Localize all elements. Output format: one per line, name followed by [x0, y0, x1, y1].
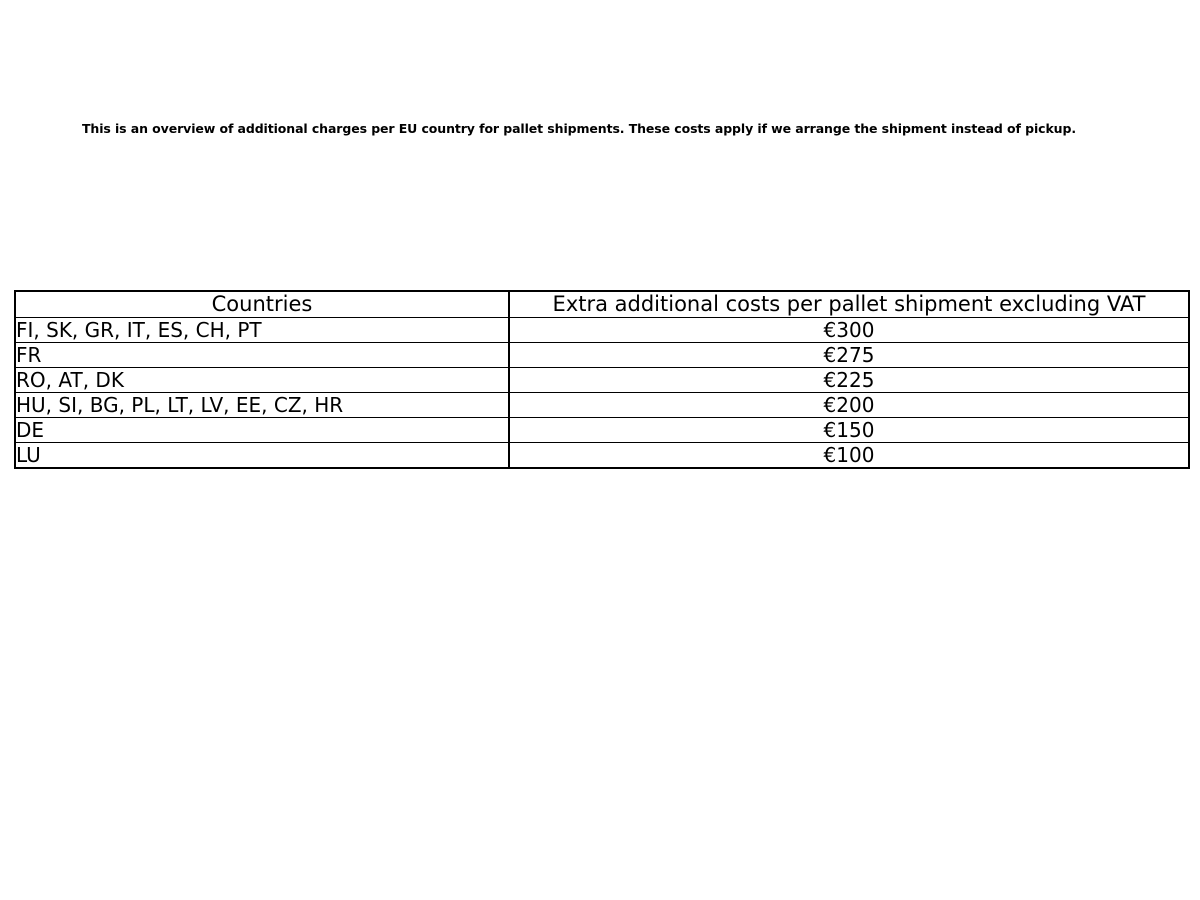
table-header-row [15, 291, 1189, 318]
table-row [15, 393, 1189, 418]
table-row [15, 318, 1189, 343]
table-row [15, 368, 1189, 393]
intro-paragraph: This is an overview of additional charges per EU country for pallet shipments. These costs apply if we arrange the shipment instead of pickup. [82, 121, 1076, 136]
table-row [15, 418, 1189, 443]
cell-countries: LU [15, 443, 509, 469]
cell-countries: DE [15, 418, 509, 443]
cell-cost: €150 [509, 418, 1189, 443]
cell-cost: €200 [509, 393, 1189, 418]
charges-table [14, 290, 1190, 469]
cell-cost: €100 [509, 443, 1189, 469]
cell-cost: €225 [509, 368, 1189, 393]
cell-cost: €275 [509, 343, 1189, 368]
charges-table-container [14, 290, 1186, 469]
table-row [15, 343, 1189, 368]
cell-countries: FI, SK, GR, IT, ES, CH, PT [15, 318, 509, 343]
cell-countries: HU, SI, BG, PL, LT, LV, EE, CZ, HR [15, 393, 509, 418]
cell-countries: RO, AT, DK [15, 368, 509, 393]
table-row [15, 443, 1189, 469]
header-cost: Extra additional costs per pallet shipment excluding VAT [509, 291, 1189, 318]
cell-countries: FR [15, 343, 509, 368]
header-countries: Countries [15, 291, 509, 318]
cell-cost: €300 [509, 318, 1189, 343]
